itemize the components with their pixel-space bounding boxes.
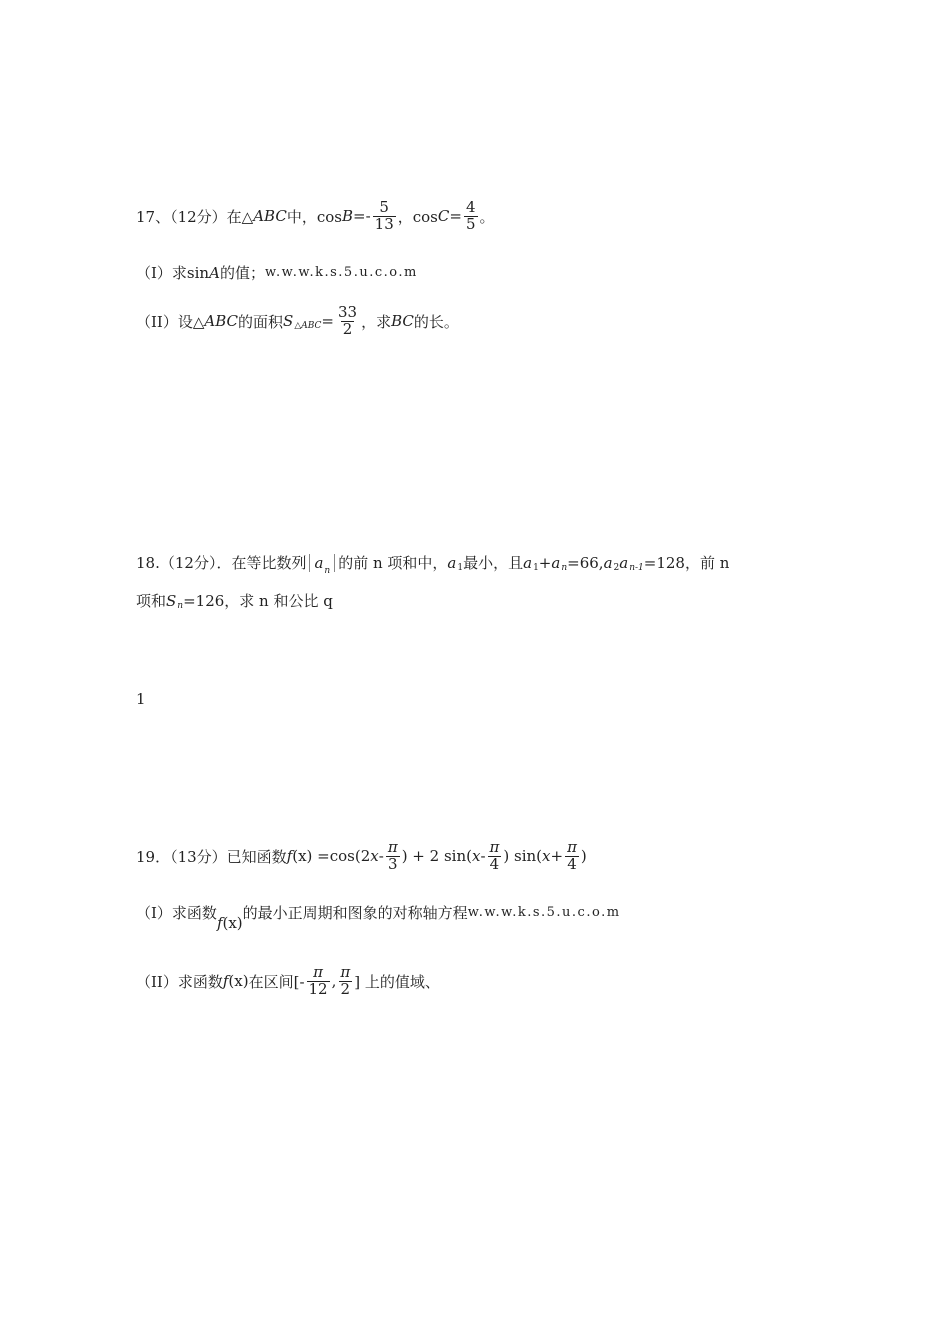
frac-den: 12: [308, 979, 328, 998]
q19-p2-x: (x): [228, 972, 249, 991]
q19-mid2: ) sin(: [503, 847, 543, 866]
q18-cond-an-sub: n: [561, 562, 568, 573]
q19-frac-pi4b: [565, 840, 579, 873]
q18-a2: a: [603, 553, 613, 572]
q19-minus1: -: [378, 847, 384, 866]
q19-p1-x: (x): [222, 913, 243, 932]
frac-den: 2: [342, 319, 353, 338]
q18-a1-sub: 1: [457, 562, 464, 573]
q19-p1-post: 的最小正周期和图象的对称轴方程: [242, 904, 468, 922]
frac-num: π: [567, 838, 577, 856]
q19-p1-pre: （I）求函数: [136, 904, 217, 922]
q19-minus2: -: [480, 847, 486, 866]
q17-p2-eq: =: [321, 312, 334, 331]
q17-part2: [136, 305, 459, 338]
q18-min: 最小，且: [463, 554, 524, 572]
q19-p2-comma: ,: [331, 972, 337, 991]
frac-den: 3: [387, 854, 398, 873]
q17-abc: ABC: [253, 207, 287, 226]
q17-p1-a: A: [209, 263, 220, 282]
q17-line: [136, 200, 495, 233]
q17-c: C: [437, 207, 450, 226]
q17-p1-pre: （I）求sin: [136, 264, 210, 282]
q17-eq2: =: [449, 207, 462, 226]
q18-eq66: =66,: [567, 553, 604, 572]
q18-mid: 的前 n 项和中，: [338, 554, 448, 572]
q17-p2-abc: ABC: [204, 312, 239, 331]
q18-cond-a1-sub: 1: [533, 562, 539, 573]
q17-head: 17、（12分）在△: [136, 207, 254, 226]
q17-p2-sub: △ABC: [294, 321, 322, 332]
q18-line2-post: =126，求 n 和公比 q: [183, 592, 333, 610]
q19-fx-arg: (x) =cos(2: [292, 847, 371, 866]
q18-an1-sub: n-1: [629, 562, 644, 573]
q17-end: 。: [479, 207, 495, 226]
q18-plus: +: [538, 553, 552, 572]
q19-x3: x: [542, 847, 551, 866]
q19-frac-pi12: [307, 965, 330, 998]
q19-part1: [136, 902, 621, 932]
q17-p2-mid: 的面积: [238, 312, 284, 331]
frac-num: 5: [379, 198, 389, 216]
q19-frac-pi4a: [488, 840, 502, 873]
q18-seq: [309, 553, 335, 576]
frac-den: 4: [489, 854, 500, 873]
q19-x1: x: [370, 847, 379, 866]
frac-den: 4: [567, 854, 577, 873]
q17-b: B: [341, 207, 354, 226]
q19-part2: [136, 965, 440, 998]
q17-p2-pre: （II）设△: [136, 312, 205, 331]
watermark-url: w.w.w.k.s.5.u.c.o.m: [264, 265, 418, 280]
q19-frac-pi3: [386, 840, 400, 873]
frac-den: 2: [340, 979, 351, 998]
q18-s: S: [166, 591, 177, 610]
q17-mid: 中，cos: [286, 207, 342, 226]
q17-p1-post: 的值；: [219, 264, 265, 282]
frac-den: 5: [465, 214, 476, 233]
q19-plus3: +: [550, 847, 564, 866]
q18-an-sub: n: [324, 565, 331, 576]
q17-p2-mid2: ，求: [361, 312, 392, 331]
q19-p1-f: f: [216, 913, 223, 932]
frac-num: π: [340, 963, 351, 981]
page-number: 1: [136, 690, 146, 708]
q17-p2-bc: BC: [391, 312, 414, 331]
frac-num: π: [387, 838, 398, 856]
q18-a2-sub: 2: [613, 562, 620, 573]
q18-cond-an: a: [551, 553, 561, 572]
q18-line2-pre: 项和: [136, 592, 167, 610]
q17-comma: ，cos: [397, 207, 438, 226]
q19-line: [136, 840, 587, 873]
q19-frac-pi2: [338, 965, 352, 998]
frac-num: 33: [337, 303, 358, 321]
q19-p2-mid: 在区间[-: [248, 972, 305, 991]
q18-line1: [136, 552, 730, 576]
q17-part1: [136, 262, 418, 283]
frac-num: π: [313, 963, 323, 981]
q19-mid: ) + 2 sin(: [401, 847, 472, 866]
q18-line2: [136, 590, 333, 611]
q19-x2: x: [471, 847, 481, 866]
q18-an1: a: [619, 553, 629, 572]
q17-frac-area: [336, 305, 359, 338]
q19-p2-f: f: [222, 972, 229, 991]
q19-p2-end: ] 上的值域、: [354, 972, 440, 991]
frac-num: π: [489, 838, 500, 856]
q18-an: a: [314, 553, 324, 572]
q18-eq128: =128，前 n: [643, 554, 730, 572]
q18-s-sub: n: [177, 600, 184, 611]
watermark-url: w.w.w.k.s.5.u.c.o.m: [467, 905, 621, 920]
q19-f: f: [286, 847, 293, 866]
q19-p1-fx: [217, 914, 243, 932]
q17-eq1: =-: [353, 207, 371, 226]
q18-head: 18.（12分）．在等比数列: [136, 554, 307, 572]
q19-p2-pre: （II）求函数: [136, 972, 223, 991]
q17-frac-cosb: [373, 200, 396, 233]
q17-p2-end: 的长。: [413, 312, 459, 331]
q18-a1: a: [447, 553, 457, 572]
q18-cond-a1: a: [523, 553, 533, 572]
q17-p2-s: S: [283, 312, 294, 331]
frac-den: 13: [374, 214, 394, 233]
q19-head: 19．（13分）已知函数: [136, 847, 287, 866]
q17-frac-cosc: [464, 200, 478, 233]
q19-end: ): [580, 847, 587, 866]
frac-num: 4: [465, 198, 476, 216]
